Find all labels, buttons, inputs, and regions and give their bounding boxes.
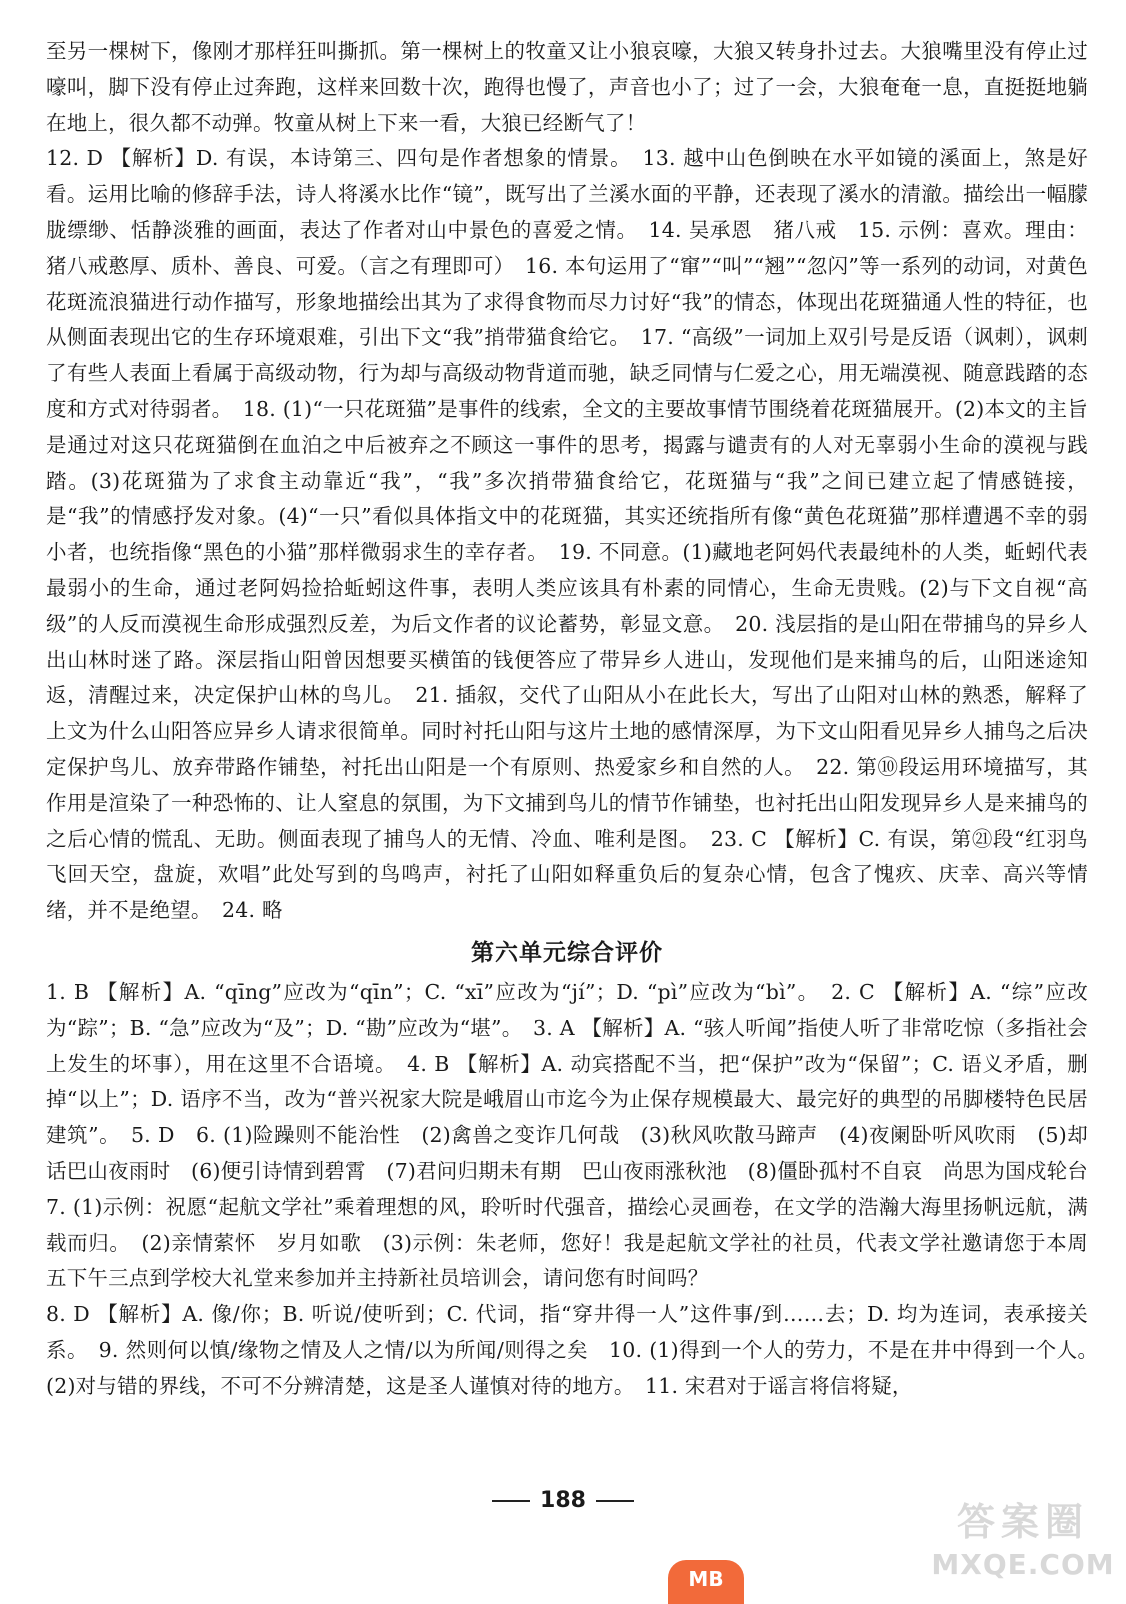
watermark-url: MXQE.COM [931,1548,1115,1581]
section-title: 第六单元综合评价 [471,939,663,966]
page-number: 188 [540,1488,586,1513]
answer-text-block-1: 至另一棵树下，像刚才那样狂叫撕抓。第一棵树上的牧童又让小狼哀嚎，大狼又转身扑过去。大狼嘴里没有停止过嚎叫，脚下没有停止过奔跑，这样来回数十次，跑得也慢了，声音也小了；过了一会，大狼奄奄一息，直挺挺地躺在地上，很久都不动弹。牧童从树上下来一看，大狼已经断气了！ [46,39,1088,135]
answer-text-block-2: 12. D 【解析】D. 有误，本诗第三、四句是作者想象的情景。 13. 越中山色倒映在水平如镜的溪面上，煞是好看。运用比喻的修辞手法，诗人将溪水比作“镜”，既写出了兰溪水面的平静，还表现了溪水的清澈。描绘出一幅朦胧缥缈、恬静淡雅的画面，表达了作者对山中景色的喜爱之情。 14. 吴承恩 猪八戒 15. 示例：喜欢。理由：猪八戒憨厚、质朴、善良、可爱。（言之有理即可） 16. 本句运用了“窜”“叫”“翘”“忽闪”等一系列的动词，对黄色花斑流浪猫进行动作描写，形象地描绘出其为了求得食物而尽力讨好“我”的情态，体现出花斑猫通人性的特征，也从侧面表现出它的生存环境艰难，引出下文“我”捎带猫食给它。 17. “高级”一词加上双引号是反语（讽刺），讽刺了有些人表面上看属于高级动物，行为却与高级动物背道而驰，缺乏同情与仁爱之心，用无端漠视、随意践踏的态度和方式对待弱者。 18. (1)“一只花斑猫”是事件的线索，全文的主要故事情节围绕着花斑猫展开。(2)本文的主旨是通过对这只花斑猫倒在血泊之中后被弃之不顾这一事件的思考，揭露与谴责有的人对无辜弱小生命的漠视与践踏。(3)花斑猫为了求食主动靠近“我”，“我”多次捎带猫食给它，花斑猫与“我”之间已建立起了情感链接，是“我”的情感抒发对象。(4)“一只”看似具体指文中的花斑猫，其实还统指所有像“黄色花斑猫”那样遭遇不幸的弱小者，也统指像“黑色的小猫”那样微弱求生的幸存者。 19. 不同意。(1)藏地老阿妈代表最纯朴的人类，蚯蚓代表最弱小的生命，通过老阿妈捡拾蚯蚓这件事，表明人类应该具有朴素的同情心，生命无贵贱。(2)与下文自视“高级”的人反而漠视生命形成强烈反差，为后文作者的议论蓄势，彰显文意。 20. 浅层指的是山阳在带捕鸟的异乡人出山林时迷了路。深层指山阳曾因想要买横笛的钱便答应了带异乡人进山，发现他们是来捕鸟的后，山阳迷途知返，清醒过来，决定保护山林的鸟儿。 21. 插叙，交代了山阳从小在此长大，写出了山阳对山林的熟悉，解释了上文为什么山阳答应异乡人请求很简单。同时衬托山阳与这片土地的感情深厚，为下文山阳看见异乡人捕鸟之后决定保护鸟儿、放弃带路作铺垫，衬托出山阳是一个有原则、热爱家乡和自然的人。 22. 第⑩段运用环境描写，其作用是渲染了一种恐怖的、让人窒息的氛围，为下文捕到鸟儿的情节作铺垫，也衬托出山阳发现异乡人是来捕鸟的之后心情的慌乱、无助。侧面表现了捕鸟人的无情、冷血、唯利是图。 23. C 【解析】C. 有误，第㉑段“红羽鸟飞回天空，盘旋，欢唱”此处写到的鸟鸣声，衬托了山阳如释重负后的复杂心情，包含了愧疚、庆幸、高兴等情绪，并不是绝望。 24. 略 [46,146,1088,923]
answer-page [46,34,1109,1404]
answer-text-block-4: 8. D 【解析】A. 像/你；B. 听说/使听到；C. 代词，指“穿井得一人”这件事/到……去；D. 均为连词，表承接关系。 9. 然则何以慎/缘物之情及人之情/以为所闻/则得之矣 10. (1)得到一个人的劳力，不是在井中得到一个人。 (2)对与错的界线，不可不分辨清楚，这是圣人谨慎对待的地方。 11. 宋君对于谣言将信将疑， [46,1302,1109,1398]
answer-text-block-3: 1. B 【解析】A. “qīng”应改为“qīn”；C. “xī”应改为“jí”；D. “pì”应改为“bì”。 2. C 【解析】A. “综”应改为“踪”；B. “急”应改为“及”；D. “勘”应改为“堪”。 3. A 【解析】A. “骇人听闻”指使人听了非常吃惊（多指社会上发生的坏事），用在这里不合语境。 4. B 【解析】A. 动宾搭配不当，把“保护”改为“保留”；C. 语义矛盾，删掉“以上”；D. 语序不当，改为“普兴祝家大院是峨眉山市迄今为止保存规模最大、最完好的典型的吊脚楼特色民居建筑”。 5. D 6. (1)险躁则不能治性 (2)禽兽之变诈几何哉 (3)秋风吹散马蹄声 (4)夜阑卧听风吹雨 (5)却话巴山夜雨时 (6)便引诗情到碧霄 (7)君问归期未有期 巴山夜雨涨秋池 (8)僵卧孤村不自哀 尚思为国戍轮台 7. (1)示例：祝愿“起航文学社”乘着理想的风，聆听时代强音，描绘心灵画卷，在文学的浩瀚大海里扬帆远航，满载而归。 (2)亲情萦怀 岁月如歌 (3)示例：朱老师，您好！我是起航文学社的社员，代表文学社邀请您于本周五下午三点到学校大礼堂来参加并主持新社员培训会，请问您有时间吗？ [46,979,1109,1291]
left-dash [492,1500,530,1502]
watermark-title: 答案圈 [956,1500,1089,1544]
brand-logo: MB [668,1560,744,1604]
right-dash [596,1500,634,1502]
site-watermark [928,1496,1118,1596]
